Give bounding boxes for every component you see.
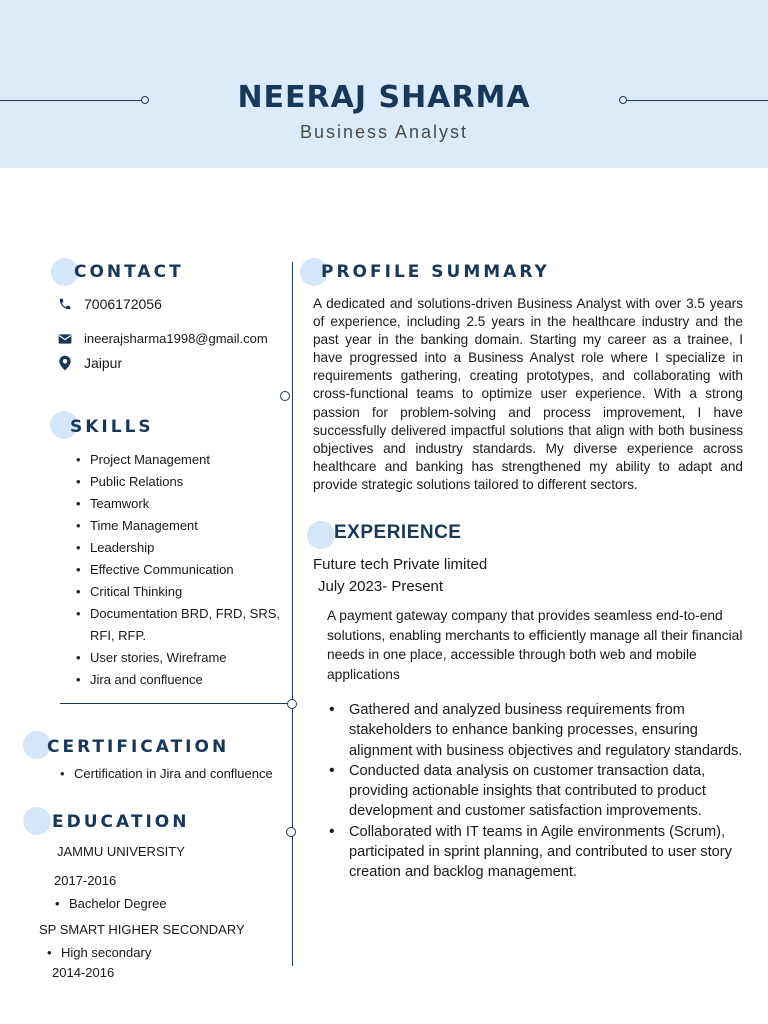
location-pin-icon bbox=[58, 355, 72, 371]
candidate-name: NEERAJ SHARMA bbox=[237, 80, 531, 115]
profile-title: PROFILE SUMMARY bbox=[321, 262, 550, 282]
experience-dates: July 2023- Present bbox=[318, 578, 444, 595]
contact-title: CONTACT bbox=[74, 262, 184, 282]
phone-icon bbox=[58, 297, 72, 311]
contact-phone-row bbox=[58, 296, 162, 312]
education-school-years: 2014-2016 bbox=[52, 965, 115, 980]
experience-company: Future tech Private limited bbox=[313, 556, 488, 573]
skills-divider bbox=[60, 703, 294, 704]
list-item: • Teamwork bbox=[76, 493, 280, 515]
list-item: • Leadership bbox=[76, 537, 280, 559]
certification-title: CERTIFICATION bbox=[47, 737, 230, 757]
list-item: • High secondary bbox=[47, 945, 151, 960]
list-item: • Bachelor Degree bbox=[55, 896, 167, 911]
skills-list bbox=[76, 449, 280, 691]
mail-icon bbox=[58, 333, 72, 345]
education-degree-list bbox=[55, 896, 167, 911]
experience-bullets bbox=[328, 700, 748, 883]
education-university-years: 2017-2016 bbox=[54, 873, 117, 888]
contact-location-row bbox=[58, 355, 122, 371]
divider-ring-3 bbox=[286, 827, 296, 837]
divider-ring-2 bbox=[287, 699, 297, 709]
profile-summary-text: A dedicated and solutions-driven Business Analyst with over 3.5 years of experience, including 2.5 years in the healthcare industry and the past year in the banking domain. Starting my career as a trainee, I have progressed into a Business Analyst role where I specialize in requirements gathering, creating prototypes, and collaborating with cross-functional teams to optimize user experience. With a strong passion for problem-solving and process improvement, I have successfully delivered impactful solutions that align with both business objectives and industry standards. My diverse experience across healthcare and banking has strengthened my ability to adapt and provide strategic solutions tailored to different sectors. bbox=[313, 296, 743, 492]
list-item: • Critical Thinking bbox=[76, 581, 280, 603]
list-item: • Documentation BRD, FRD, SRS, bbox=[76, 603, 280, 625]
education-school-list bbox=[47, 945, 151, 960]
candidate-role: Business Analyst bbox=[299, 122, 469, 142]
list-item: • Gathered and analyzed business requirements from stakeholders to enhance banking processes, ensuring alignment with business objectives and regulatory standards. bbox=[328, 700, 748, 761]
list-item: • Certification in Jira and confluence bbox=[60, 766, 273, 781]
experience-bubble bbox=[307, 521, 335, 549]
list-item: • Time Management bbox=[76, 515, 280, 537]
list-item: • Conducted data analysis on customer transaction data, providing actionable insights that contributed to product development and customer satisfaction improvements. bbox=[328, 761, 748, 822]
divider-ring-1 bbox=[280, 391, 290, 401]
education-university: JAMMU UNIVERSITY bbox=[57, 844, 185, 859]
list-item: • User stories, Wireframe bbox=[76, 647, 280, 669]
certification-list bbox=[60, 766, 273, 781]
contact-email-row bbox=[58, 331, 268, 346]
list-item: RFI, RFP. bbox=[90, 628, 147, 643]
skills-title: SKILLS bbox=[70, 417, 154, 437]
education-school: SP SMART HIGHER SECONDARY bbox=[39, 922, 245, 937]
list-item: • Public Relations bbox=[76, 471, 280, 493]
contact-phone: 7006172056 bbox=[84, 296, 162, 312]
list-item: • Effective Communication bbox=[76, 559, 280, 581]
experience-title: EXPERIENCE bbox=[334, 522, 462, 543]
list-item: • Jira and confluence bbox=[76, 669, 280, 691]
education-bubble bbox=[23, 807, 51, 835]
experience-description: A payment gateway company that provides seamless end-to-end solutions, enabling merchants to efficiently manage all their financial needs in one place, accessible through both web and mobile applications bbox=[327, 608, 743, 682]
list-item: • Collaborated with IT teams in Agile environments (Scrum), participated in sprint planning, and contributed to user story creation and backlog management. bbox=[328, 822, 748, 883]
column-divider bbox=[292, 262, 293, 966]
contact-location: Jaipur bbox=[84, 355, 123, 371]
header-banner bbox=[0, 0, 768, 168]
education-title: EDUCATION bbox=[52, 812, 190, 832]
list-item: • Project Management bbox=[76, 449, 280, 471]
contact-email[interactable]: ineerajsharma1998@gmail.com bbox=[84, 331, 268, 346]
